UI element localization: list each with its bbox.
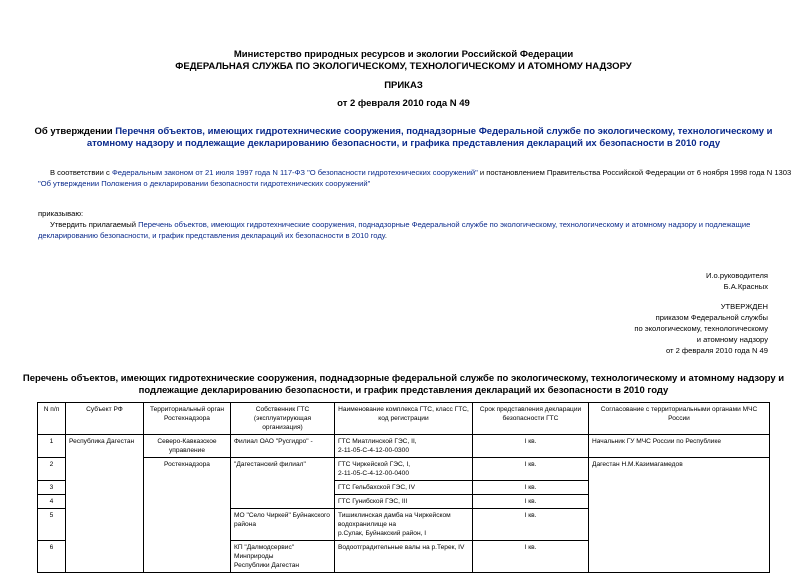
owner-cell-1: Филиал ОАО "Русгидро" - (231, 435, 335, 458)
document-date: от 2 февраля 2010 года N 49 (337, 98, 470, 109)
header-num: N п/п (38, 403, 66, 435)
document-title-line1 (0, 126, 807, 138)
owner-name-continued: Республики Дагестан (234, 562, 300, 569)
service-name: ФЕДЕРАЛЬНАЯ СЛУЖБА ПО ЭКОЛОГИЧЕСКОМУ, ТЕХНОЛОГИЧЕСКОМУ И АТОМНОМУ НАДЗОРУ (175, 61, 632, 72)
row-num: 1 (38, 435, 66, 458)
header-subject: Субъект РФ (66, 403, 144, 435)
complex-code: 2-11-05-С-4-12-00-0400 (338, 470, 409, 477)
owner-cell (231, 541, 335, 573)
deadline-cell: I кв. (473, 509, 589, 541)
complex-name: Тишиклинская дамба на Чиркейском водохранилище на (338, 512, 451, 528)
owner-name: КП "Далмодсервис" Минприроды (234, 544, 295, 560)
approved-line5: от 2 февраля 2010 года N 49 (665, 346, 768, 355)
row-num: 6 (38, 541, 66, 573)
row-num: 2 (38, 458, 66, 481)
deadline-cell: I кв. (473, 541, 589, 573)
approved-line2: приказом Федеральной службы (655, 313, 768, 322)
list-link-continued[interactable]: декларированию безопасности, и график представления деклараций их безопасности в 2010 году (38, 231, 385, 240)
complex-cell: ГТС Гельбахской ГЭС, IV (335, 481, 473, 495)
agreement-cell-1: Начальник ГУ МЧС России по Республике (589, 435, 770, 458)
federal-law-link[interactable]: Федеральным законом от 21 июля 1997 года N 117-ФЗ "О безопасности гидротехнических сооружений" (111, 168, 478, 177)
list-link[interactable]: Перечень объектов, имеющих гидротехнические сооружения, поднадзорные Федеральной службе по экологическому, технологическому и атомному надзору и подлежащие (138, 220, 751, 229)
signature-name: Б.А.Красных (723, 282, 768, 291)
title-link[interactable]: Перечня объектов, имеющих гидротехнические сооружения, поднадзорные Федеральной службе по экологическому, технологическому и (115, 126, 773, 137)
order-line1 (50, 219, 770, 230)
table-header-row (38, 403, 770, 435)
header-complex: Наименование комплекса ГТС, класс ГТС, код регистрации (335, 403, 473, 435)
list-title-line2: подлежащие декларированию безопасности, и график представления деклараций их безопасности в 2010 году (138, 385, 669, 396)
complex-cell (335, 509, 473, 541)
row-num: 4 (38, 495, 66, 509)
header-agreement: Согласование с территориальными органами МЧС России (589, 403, 770, 435)
complex-location: р.Сулак, Буйнакский район, I (338, 530, 427, 537)
deadline-cell: I кв. (473, 481, 589, 495)
complex-cell: Водоотградительные валы на р.Терек, IV (335, 541, 473, 573)
preamble-line1 (50, 167, 792, 178)
preamble-text: В соответствии с (50, 168, 112, 177)
complex-cell (335, 458, 473, 481)
deadline-cell: I кв. (473, 458, 589, 481)
preamble-line2 (38, 178, 370, 189)
complex-name: ГТС Миатлинской ГЭС, II, (338, 438, 417, 445)
deadline-cell: I кв. (473, 495, 589, 509)
regulation-link[interactable]: "Об утверждении Положения о декларировании безопасности гидротехнических сооружений" (38, 179, 371, 188)
agreement-cell-2: Дагестан Н.М.Казимагамедов (589, 458, 770, 573)
owner-cell-2: "Дагестанский филиал" (231, 458, 335, 509)
order-text: Утвердить прилагаемый (50, 220, 139, 229)
header-owner: Собственник ГТС (эксплуатирующая организация) (231, 403, 335, 435)
subject-cell: Республика Дагестан (66, 435, 144, 573)
approved-heading: УТВЕРЖДЕН (720, 302, 768, 311)
title-prefix: Об утверждении (34, 126, 116, 137)
complex-name: ГТС Чиркейской ГЭС, I, (338, 461, 411, 468)
order-line2 (38, 230, 387, 241)
owner-cell: МО "Село Чиркей" Буйнакского района (231, 509, 335, 541)
organ-cell-1: Северо-Кавказское управление (144, 435, 231, 458)
complex-cell: ГТС Гунибской ГЭС, III (335, 495, 473, 509)
organ-cell-2: Ростехнадзора (144, 458, 231, 573)
row-num: 5 (38, 509, 66, 541)
title-link-continued[interactable]: атомному надзору и подлежащие декларированию безопасности, и графика представления деклараций их безопасности в 2010 году (86, 138, 721, 149)
deadline-cell: I кв. (473, 435, 589, 458)
preamble-text-2: и постановлением Правительства Российской Федерации от 6 ноября 1998 года N 1303 (477, 168, 792, 177)
order-period: . (384, 231, 387, 240)
signature-role: И.о.руководителя (705, 271, 768, 280)
prikazyvayu: приказываю: (38, 209, 84, 218)
objects-table (37, 402, 770, 573)
approved-line4: и атомному надзору (696, 335, 768, 344)
document-type: ПРИКАЗ (384, 80, 423, 91)
table-row (38, 435, 770, 458)
table-row (38, 458, 770, 481)
document-title-line2 (0, 138, 807, 150)
ministry-name: Министерство природных ресурсов и экологии Российской Федерации (233, 49, 574, 60)
complex-cell (335, 435, 473, 458)
header-deadline: Срок представления декларации безопасности ГТС (473, 403, 589, 435)
header-organ: Территориальный орган Ростехнадзора (144, 403, 231, 435)
approved-line3: по экологическому, технологическому (634, 324, 768, 333)
row-num: 3 (38, 481, 66, 495)
list-title-line1: Перечень объектов, имеющих гидротехнические сооружения, поднадзорные федеральной службе по экологическому, технологическому и атомному надзору и (22, 373, 785, 384)
complex-code: 2-11-05-С-4-12-00-0300 (338, 447, 409, 454)
